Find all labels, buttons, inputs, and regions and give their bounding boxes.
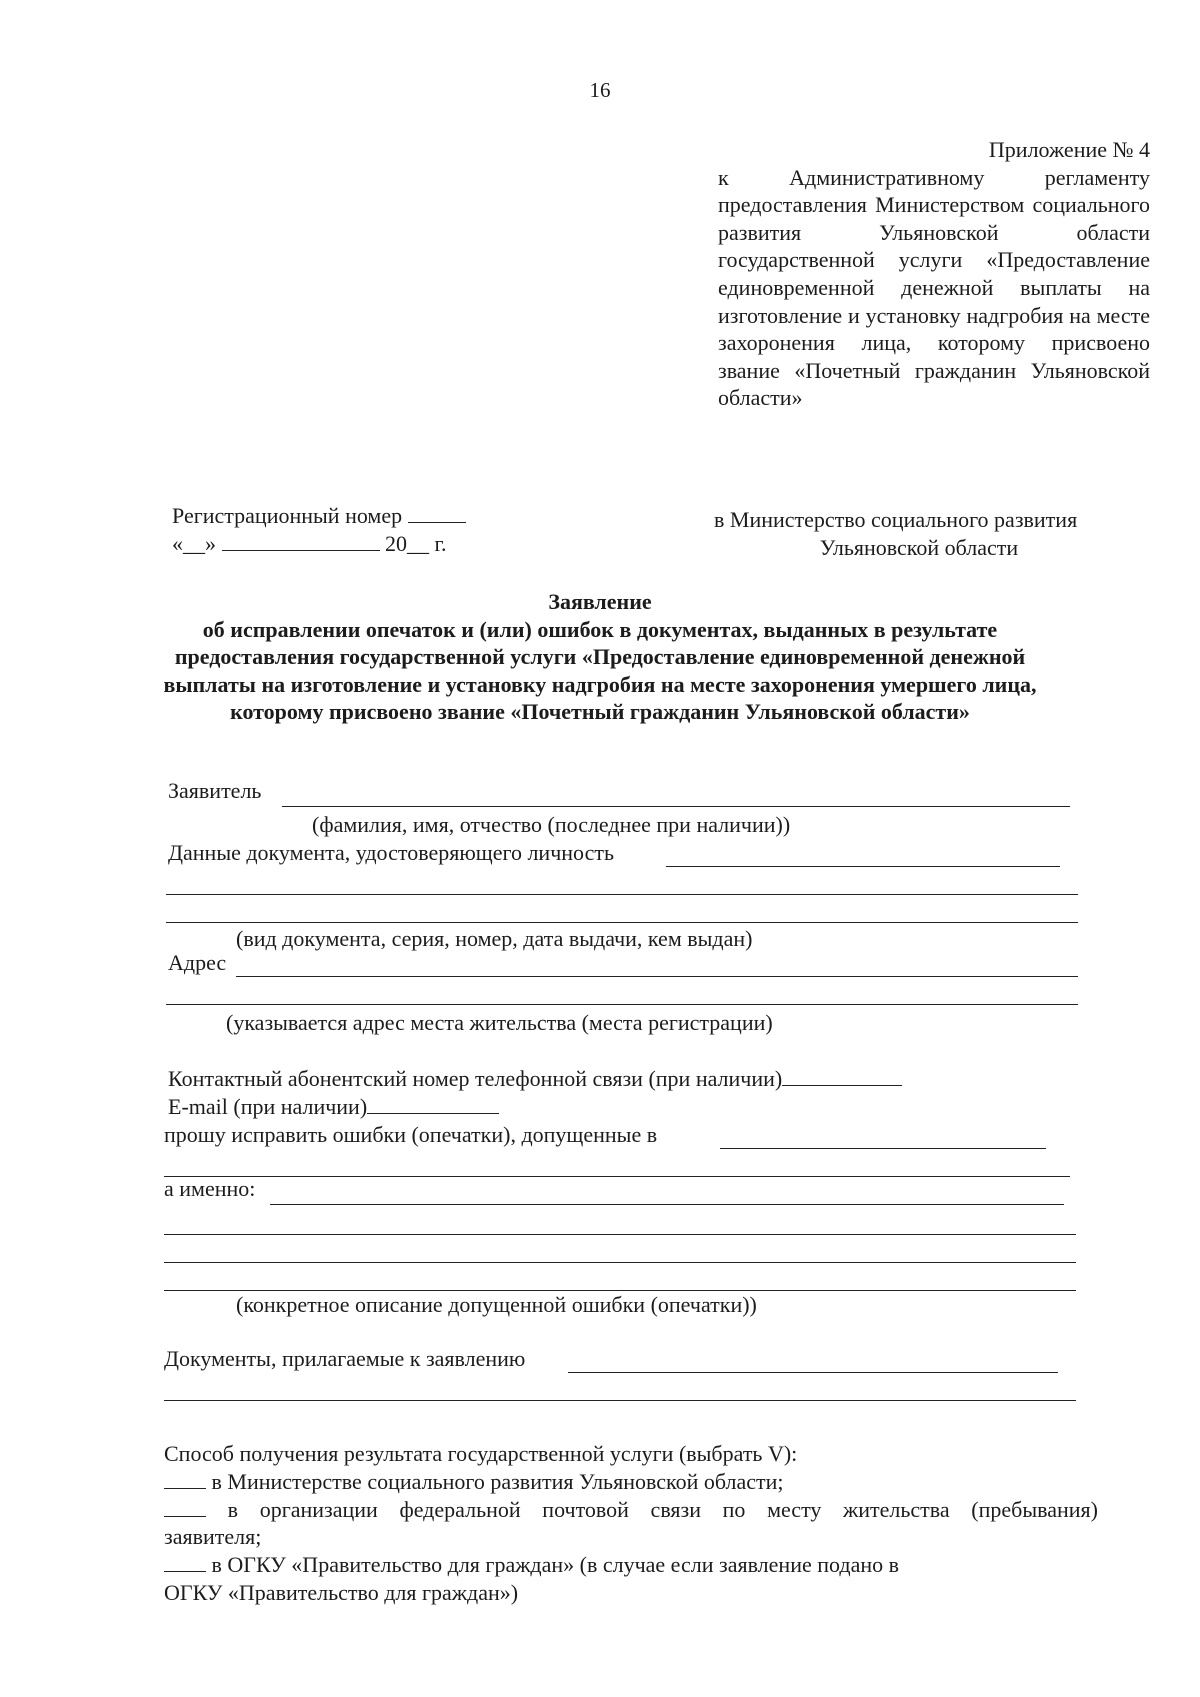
id-document-field-1[interactable] bbox=[666, 866, 1060, 867]
applicant-hint: (фамилия, имя, отчество (последнее при наличии)) bbox=[312, 812, 791, 837]
method-option-2-check[interactable] bbox=[164, 1498, 206, 1517]
method-title: Способ получения результата государственной услуги (выбрать V): bbox=[164, 1441, 798, 1466]
id-document-label: Данные документа, удостоверяющего личность bbox=[168, 840, 615, 865]
namely-field-2[interactable] bbox=[164, 1234, 1076, 1235]
document-title: Заявление bbox=[548, 589, 652, 614]
address-label: Адрес bbox=[168, 950, 227, 975]
method-option-3-check[interactable] bbox=[164, 1553, 206, 1572]
addressee-line2: Ульяновской области bbox=[819, 535, 1019, 560]
appendix-text: к Административному регламенту предоставления Министерством социального развития Ульяновской области государственной услуги «Предоставление единовременной денежной выплаты на изготовление и установку надгробия на месте захоронения лица, которому присвоено звание «Почетный гражданин Ульяновской области» bbox=[718, 164, 1150, 411]
attachments-field-2[interactable] bbox=[164, 1400, 1076, 1401]
phone-field[interactable] bbox=[782, 1067, 902, 1086]
method-option-3-text: в ОГКУ «Правительство для граждан» (в случае если заявление подано в bbox=[211, 1552, 899, 1578]
id-document-field-3[interactable] bbox=[166, 922, 1078, 923]
address-field-1[interactable] bbox=[236, 976, 1078, 977]
phone-label-text: Контактный абонентский номер телефонной связи (при наличии) bbox=[168, 1066, 783, 1091]
applicant-label: Заявитель bbox=[168, 778, 262, 803]
registration-number bbox=[172, 502, 466, 530]
delivery-method bbox=[164, 1440, 1098, 1607]
addressee-block bbox=[714, 506, 1134, 562]
namely-field-3[interactable] bbox=[164, 1262, 1076, 1263]
registration-date-day: «__» bbox=[172, 531, 222, 556]
attachments-label: Документы, прилагаемые к заявлению bbox=[164, 1346, 526, 1371]
fix-field-1[interactable] bbox=[720, 1148, 1046, 1149]
page-number: 16 bbox=[589, 78, 611, 102]
attachments-field-1[interactable] bbox=[568, 1372, 1058, 1373]
fix-label: прошу исправить ошибки (опечатки), допущенные в bbox=[164, 1122, 658, 1147]
email-label-text: E-mail (при наличии) bbox=[168, 1094, 368, 1119]
address-field-2[interactable] bbox=[166, 1004, 1078, 1005]
method-option-1-text: в Министерстве социального развития Ульяновской области; bbox=[211, 1468, 784, 1494]
email-label bbox=[168, 1094, 499, 1120]
addressee-line1: в Министерство социального развития bbox=[714, 507, 1078, 532]
method-option-3-cont: ОГКУ «Правительство для граждан») bbox=[164, 1579, 519, 1605]
id-document-field-2[interactable] bbox=[166, 894, 1078, 895]
registration-date-year: 20__ г. bbox=[379, 531, 447, 556]
method-option-1-check[interactable] bbox=[164, 1470, 206, 1489]
id-document-hint: (вид документа, серия, номер, дата выдачи, кем выдан) bbox=[236, 926, 753, 951]
registration-number-field[interactable] bbox=[408, 504, 466, 523]
namely-field-1[interactable] bbox=[270, 1204, 1064, 1205]
registration-date-field[interactable] bbox=[222, 532, 380, 551]
fix-field-2[interactable] bbox=[164, 1176, 1070, 1177]
method-option-3 bbox=[164, 1551, 1098, 1579]
namely-field-4[interactable] bbox=[164, 1290, 1076, 1291]
document-heading bbox=[160, 588, 1040, 726]
error-hint: (конкретное описание допущенной ошибки (опечатки)) bbox=[236, 1292, 757, 1317]
registration-number-label: Регистрационный номер bbox=[172, 503, 408, 528]
method-option-1 bbox=[164, 1468, 1098, 1496]
document-subtitle: об исправлении опечаток и (или) ошибок в документах, выданных в результате предоставления государственной услуги «Предоставление единовременной денежной выплаты на изготовление и установку надгробия на месте захоронения умершего лица, которому присвоено звание «Почетный гражданин Ульяновской области» bbox=[163, 616, 1037, 724]
phone-label bbox=[168, 1066, 902, 1092]
address-hint: (указывается адрес места жительства (места регистрации) bbox=[226, 1010, 773, 1035]
appendix-block bbox=[718, 136, 1150, 412]
method-option-2-text: в организации федеральной почтовой связи по месту жительства (пребывания) bbox=[227, 1496, 1098, 1522]
email-field[interactable] bbox=[367, 1095, 499, 1114]
applicant-field[interactable] bbox=[282, 806, 1070, 807]
appendix-title: Приложение № 4 bbox=[988, 137, 1150, 162]
registration-date bbox=[172, 530, 466, 558]
registration-block bbox=[172, 502, 466, 558]
method-option-2 bbox=[164, 1496, 1098, 1524]
namely-label: а именно: bbox=[164, 1176, 256, 1201]
method-option-2-cont: заявителя; bbox=[164, 1524, 262, 1550]
